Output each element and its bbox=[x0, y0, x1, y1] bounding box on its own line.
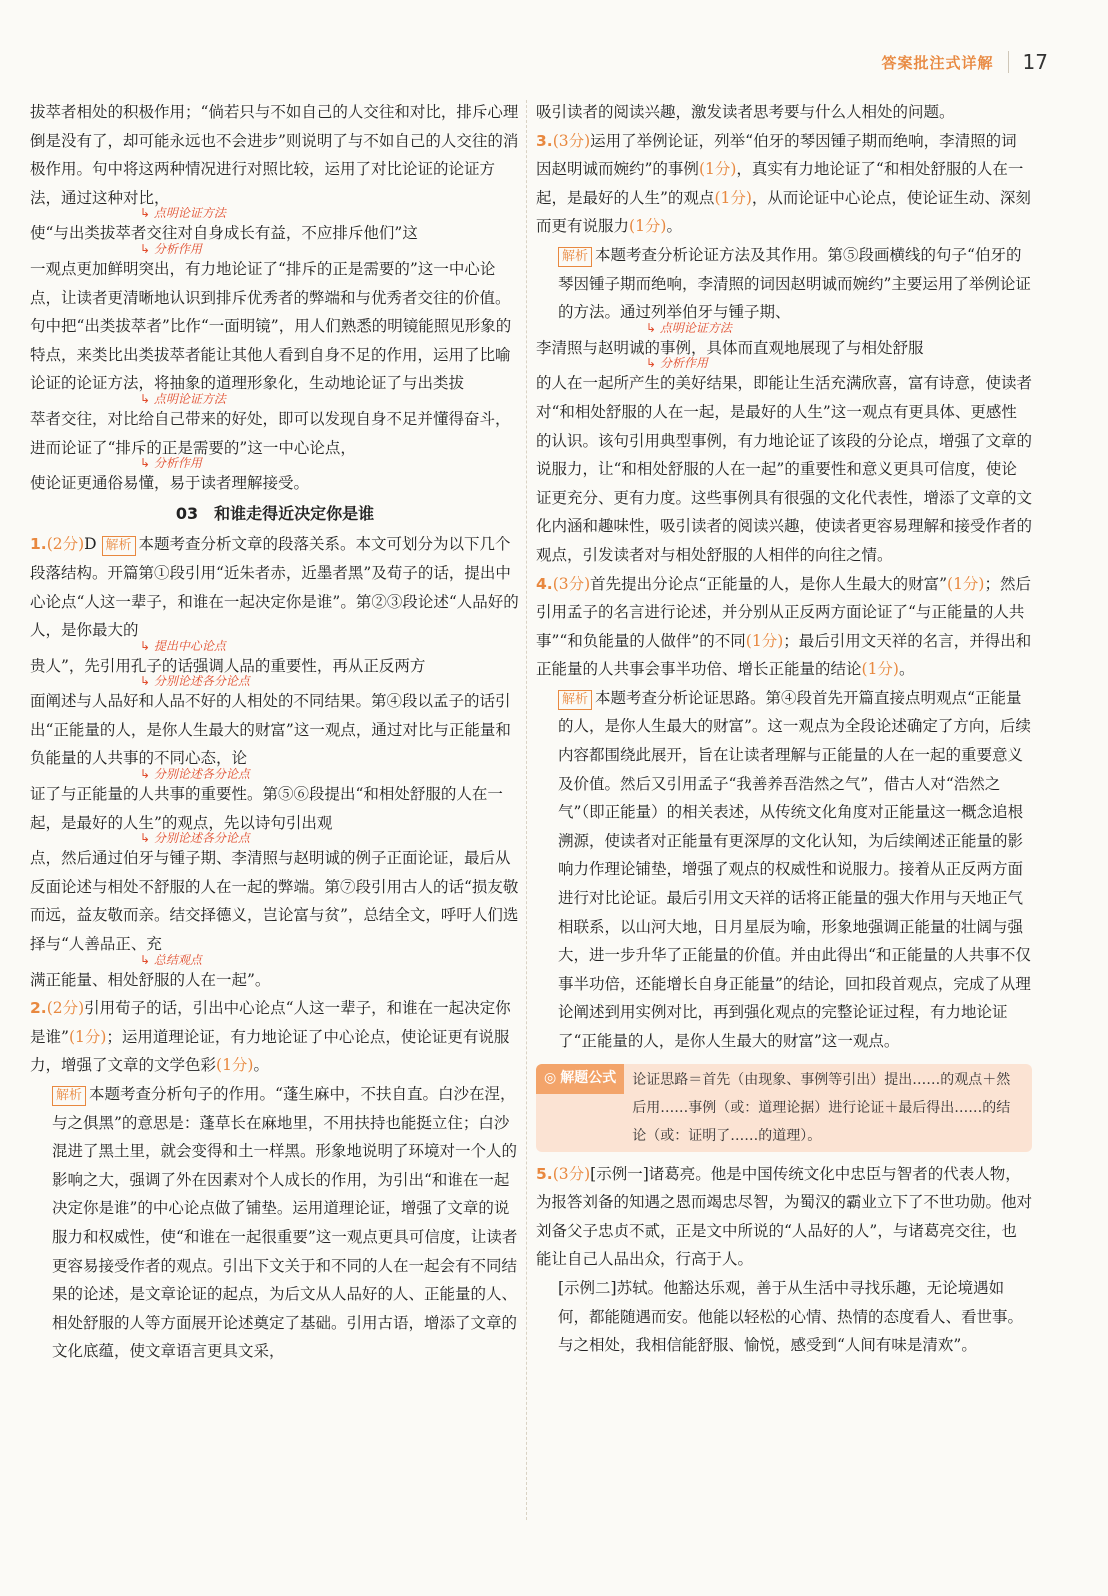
question-score: (2分) bbox=[46, 999, 85, 1018]
page-number: 17 bbox=[1022, 50, 1048, 74]
question-2 bbox=[30, 994, 520, 1080]
point-score: (1分) bbox=[714, 188, 752, 207]
answer-text: 。 bbox=[666, 217, 682, 236]
answer-text: ，从而论证中心论点，使论证生动、深刻而更有说服力 bbox=[536, 188, 1031, 236]
column-divider bbox=[526, 100, 527, 1520]
question-score: (3分) bbox=[552, 131, 591, 150]
target-icon: ◎ bbox=[544, 1070, 557, 1087]
left-paragraph-4: 萃者交往，对比给自己带来的好处，即可以发现自身不足并懂得奋斗，进而论证了“排斥的正是需要的”这一中心论点， bbox=[30, 409, 511, 457]
answer-text: ；最后引用文天祥的名言，并得出和正能量的人共事会事半功倍、增长正能量的结论 bbox=[536, 631, 1032, 679]
answer-text: ；然后引用孟子的名言进行论述，并分别从正反两方面论证了“与正能量的人共事”“和负能量的人做伴”的不同 bbox=[536, 574, 1031, 650]
answer-text: [示例一]诸葛亮。他是中国传统文化中忠臣与智者的代表人物，为报答刘备的知遇之恩而竭忠尽智，为蜀汉的霸业立下了不世功勋。他对刘备父子忠贞不贰，正是文中所说的“人品好的人”，与诸葛亮交往，也能让自己人品出众，行高于人。 bbox=[536, 1164, 1033, 1269]
point-score: (1分) bbox=[861, 660, 899, 679]
analysis-text: 本题考查分析论证思路。第④段首先开篇直接点明观点“正能量的人，是你人生最大的财富”。这一观点为全段论述确定了方向，后续内容都围绕此展开，旨在让读者理解与正能量的人在一起的重要意义及价值。然后又引用孟子“我善养吾浩然之气”，借古人对“浩然之气”（即正能量）的相关表述，从传统文化角度对正能量这一概念追根溯源，使读者对正能量有更深厚的文化认知，为后续阐述正能量的影响力作理论铺垫，增强了观点的权威性和说服力。接着从正反两方面进行对比论证。最后引用文天祥的话将正能量的强大作用与天地正气相联系，以山河大地，日月星辰为喻，形象地强调正能量的壮阔与强大，进一步升华了正能量的价值。并由此得出“和正能量的人共事不仅事半功倍，还能增长自身正能量”的结论，回扣段首观点，完成了从理论阐述到用实例对比，再到强化观点的完整论证过程，有力地论证了“正能量的人，是你人生最大的财富”这一观点。 bbox=[558, 688, 1031, 1050]
header-divider bbox=[1008, 51, 1009, 73]
analysis-text: 本题考查分析句子的作用。“蓬生麻中，不扶自直。白沙在涅，与之俱黑”的意思是：蓬草长在麻地里，不用扶持也能挺立住；白沙混进了黑土里，就会变得和土一样黑。形象地说明了环境对一个人的影响之大，强调了外在因素对个人成长的作用，为引出“和谁在一起决定你是谁”的中心论点做了铺垫。运用道理论证，增强了文章的说服力和权威性，使“和谁在一起很重要”这一观点更具可信度，让读者更容易接受作者的观点。引出下文关于和不同的人在一起会有不同结果的论述，是文章论证的起点，为后文从人品好的人、正能量的人、相处舒服的人等方面展开论述奠定了基础。引用古语，增添了文章的文化底蕴，使文章语言更具文采， bbox=[52, 1085, 518, 1361]
header-title: 答案批注式详解 bbox=[881, 53, 994, 72]
analysis-text: 贵人”，先引用孔子的话强调人品的重要性，再从正反两方 bbox=[30, 656, 426, 675]
answer-text: 。 bbox=[253, 1056, 269, 1075]
point-score: (1分) bbox=[216, 1056, 254, 1075]
point-score: (1分) bbox=[629, 217, 667, 236]
analysis-tag: 解析 bbox=[558, 247, 592, 267]
analysis-text: 本题考查分析论证方法及其作用。第⑤段画横线的句子“伯牙的琴因锺子期而绝响，李清照的词因赵明诚而婉约”主要运用了举例论证的方法。通过列举伯牙与锺子期、 bbox=[558, 245, 1031, 322]
right-paragraph-1: 吸引读者的阅读兴趣，激发读者思考要与什么人相处的问题。 bbox=[536, 103, 955, 121]
question-score: (3分) bbox=[552, 1164, 591, 1183]
annotation-central-argument: ↳ 提出中心论点 bbox=[30, 639, 520, 654]
analysis-block bbox=[536, 241, 1032, 327]
formula-label: 解题公式 bbox=[560, 1070, 617, 1087]
question-answer: D bbox=[84, 535, 97, 554]
annotation-effect: ↳ 分析作用 bbox=[536, 356, 1032, 371]
answer-text: 引用荀子的话，引出中心论点“人这一辈子，和谁在一起决定你是谁” bbox=[30, 999, 511, 1046]
analysis-text: 本题考查分析文章的段落关系。本文可划分为以下几个段落结构。开篇第①段引用“近朱者赤，近墨者黑”及荀子的话，提出中心论点“人这一辈子，和谁在一起决定你是谁”。第②③段论述“人品好的人，是你最大的 bbox=[30, 535, 519, 640]
answer-text: [示例二]苏轼。他豁达乐观，善于从生活中寻找乐趣，无论境遇如何，都能随遇而安。他能以轻松的心情、热情的态度看人、看世事。与之相处，我相信能舒服、愉悦，感受到“人间有味是清欢”。 bbox=[558, 1278, 1024, 1355]
question-score: (2分) bbox=[46, 535, 85, 554]
analysis-tag: 解析 bbox=[102, 536, 136, 556]
annotation-method: ↳ 点明论证方法 bbox=[30, 392, 520, 407]
left-paragraph-3: 一观点更加鲜明突出，有力地论证了“排斥的正是需要的”这一中心论点，让读者更清晰地认识到排斥优秀者的弊端和与优秀者交往的价值。句中把“出类拔萃者”比作“一面明镜”，用人们熟悉的明镜能照见形象的特点，来类比出类拔萃者能让其他人看到自身不足的作用，运用了比喻论证的论证方法，将抽象的道理形象化，生动地论证了与出类拔 bbox=[30, 259, 512, 393]
left-paragraph-5: 使论证更通俗易懂，易于读者理解接受。 bbox=[30, 474, 310, 493]
solution-formula-box bbox=[536, 1064, 1032, 1152]
answer-text: ；运用道理论证，有力地论证了中心论点，使论证更有说服力，增强了文章的文学色彩 bbox=[30, 1027, 510, 1075]
analysis-text: 的人在一起所产生的美好结果，即能让生活充满欣喜，富有诗意，使读者对“和相处舒服的人在一起，是最好的人生”这一观点有更具体、更感性的认识。该句引用典型事例，有力地论证了该段的分论点，增强了文章的说服力，让“和相处舒服的人在一起”的重要性和意义更具可信度，使论证更充分、更有力度。这些事例具有很强的文化代表性，增添了文章的文化内涵和趣味性，吸引读者的阅读兴趣，使读者更容易理解和接受作者的观点，引发读者对与相处舒服的人相伴的向往之情。 bbox=[536, 374, 1033, 564]
annotation-sub-arguments: ↳ 分别论述各分论点 bbox=[30, 831, 520, 846]
annotation-effect: ↳ 分析作用 bbox=[30, 242, 520, 257]
analysis-text: 满正能量、相处舒服的人在一起”。 bbox=[30, 970, 271, 989]
answer-text: 首先提出分论点“正能量的人，是你人生最大的财富” bbox=[590, 574, 948, 593]
analysis-text: 点，然后通过伯牙与锺子期、李清照与赵明诚的例子正面论证，最后从反面论述与相处不舒服的人在一起的弊端。第⑦段引用古人的话“损友敬而远，益友敬而亲。结交择德义，岂论富与贫”，总结全文，呼吁人们选择与“人善品正、充 bbox=[30, 849, 519, 954]
left-column bbox=[30, 98, 520, 1366]
annotation-sub-arguments: ↳ 分别论述各分论点 bbox=[30, 767, 520, 782]
annotation-effect: ↳ 分析作用 bbox=[30, 456, 520, 471]
question-number: 4. bbox=[536, 574, 553, 593]
annotation-method: ↳ 点明论证方法 bbox=[536, 321, 1032, 336]
answer-text: ，真实有力地论证了“和相处舒服的人在一起，是最好的人生”的观点 bbox=[536, 160, 1024, 207]
annotation-method: ↳ 点明论证方法 bbox=[30, 206, 520, 221]
point-score: (1分) bbox=[745, 631, 784, 650]
question-number: 3. bbox=[536, 131, 553, 150]
left-paragraph-1: 拔萃者相处的积极作用；“倘若只与不如自己的人交往和对比，排斥心理倒是没有了，却可能永远也不会进步”则说明了与不如自己的人交往的消极作用。句中将这两种情况进行对照比较，运用了对比论证的论证方法，通过这种对比， bbox=[30, 103, 519, 207]
question-number: 1. bbox=[30, 535, 47, 554]
question-1 bbox=[30, 530, 520, 644]
formula-tag bbox=[536, 1064, 624, 1094]
point-score: (1分) bbox=[68, 1027, 107, 1046]
question-5 bbox=[536, 1160, 1032, 1274]
annotation-sub-arguments: ↳ 分别论述各分论点 bbox=[30, 674, 520, 689]
point-score: (1分) bbox=[698, 160, 737, 179]
question-3 bbox=[536, 127, 1032, 241]
analysis-tag: 解析 bbox=[52, 1086, 86, 1106]
left-paragraph-2: 使“与出类拔萃者交往对自身成长有益，不应排斥他们”这 bbox=[30, 224, 418, 243]
question-score: (3分) bbox=[552, 574, 591, 593]
answer-text: 运用了举例论证，列举“伯牙的琴因锺子期而绝响，李清照的词因赵明诚而婉约”的事例 bbox=[536, 131, 1017, 179]
question-number: 5. bbox=[536, 1164, 553, 1183]
annotation-summary: ↳ 总结观点 bbox=[30, 953, 520, 968]
formula-text: 论证思路＝首先（由现象、事例等引出）提出……的观点＋然后用……事例（或：道理论据）进行论证＋最后得出……的结论（或：证明了……的道理）。 bbox=[632, 1071, 1011, 1144]
point-score: (1分) bbox=[947, 574, 985, 593]
answer-text: 。 bbox=[898, 660, 915, 679]
analysis-text: 证了与正能量的人共事的重要性。第⑤⑥段提出“和相处舒服的人在一起，是最好的人生”的观点，先以诗句引出观 bbox=[30, 785, 503, 832]
section-title: 03 和谁走得近决定你是谁 bbox=[175, 503, 375, 523]
page-header bbox=[882, 50, 1048, 74]
analysis-block bbox=[30, 1080, 520, 1366]
right-column bbox=[536, 98, 1032, 1360]
question-number: 2. bbox=[30, 999, 47, 1018]
analysis-block bbox=[536, 684, 1032, 1056]
analysis-text: 李清照与赵明诚的事例，具体而直观地展现了与相处舒服 bbox=[536, 338, 924, 357]
question-4 bbox=[536, 570, 1032, 684]
analysis-tag: 解析 bbox=[558, 690, 592, 710]
analysis-text: 面阐述与人品好和人品不好的人相处的不同结果。第④段以孟子的话引出“正能量的人，是你人生最大的财富”这一观点，通过对比与正能量和负能量的人共事的不同心态，论 bbox=[30, 692, 511, 768]
